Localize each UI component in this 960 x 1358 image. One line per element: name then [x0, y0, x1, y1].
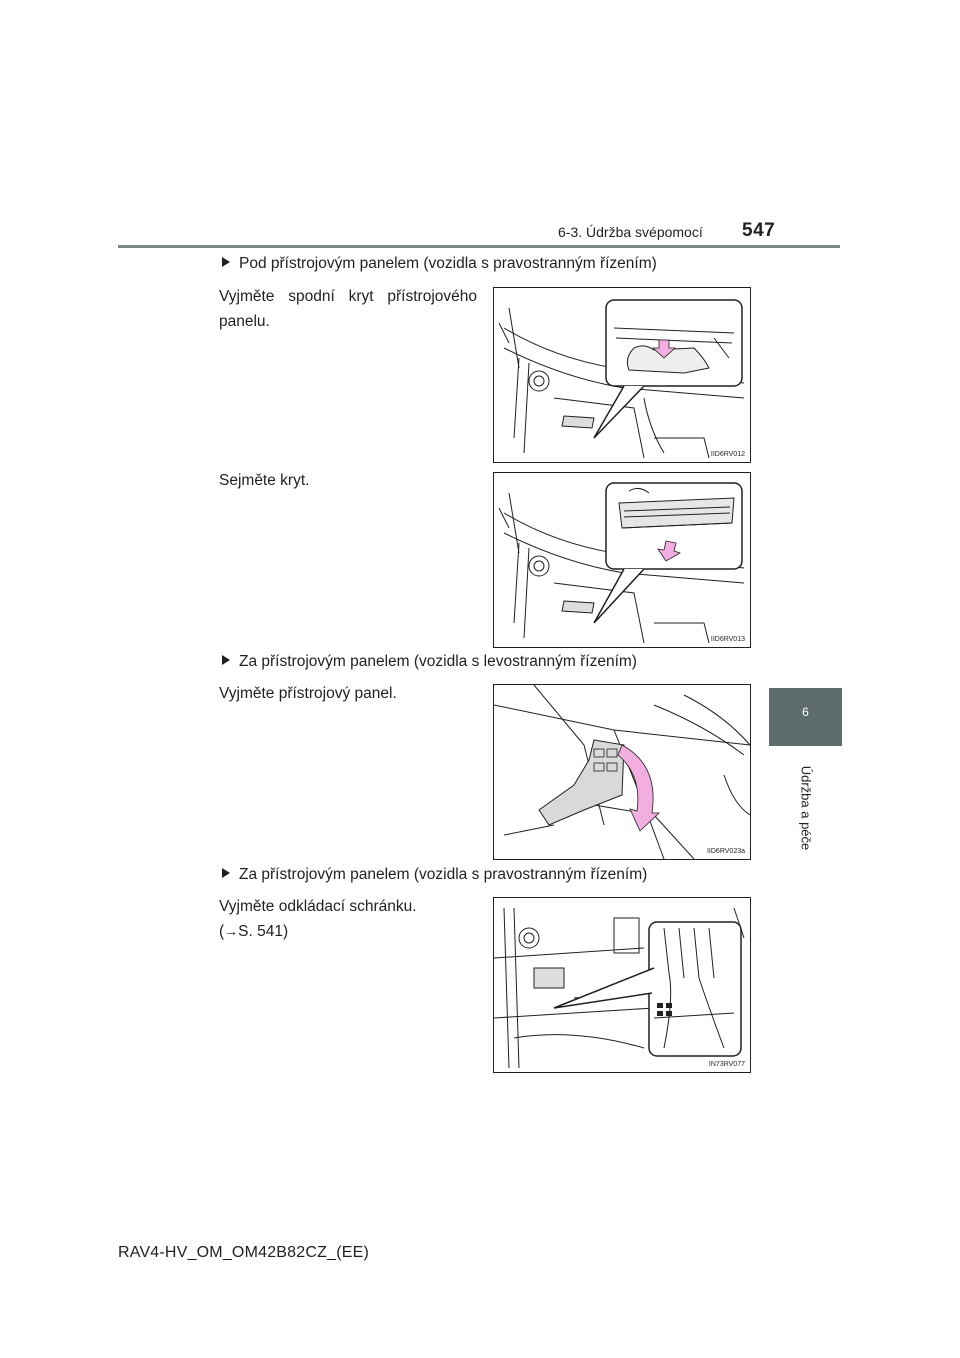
section-heading: Za přístrojovým panelem (vozidla s levostranným řízením): [222, 653, 637, 671]
step-text: Vyjměte spodní kryt přístrojového panelu.: [219, 288, 477, 330]
figure-glove-box: [493, 897, 751, 1073]
chapter-tab: [769, 688, 842, 746]
figure-remove-panel: [493, 684, 751, 860]
triangle-bullet-icon: [222, 868, 230, 878]
section-title: 6-3. Údržba svépomocí: [558, 224, 703, 240]
section-heading: Za přístrojovým panelem (vozidla s pravostranným řízením): [222, 866, 647, 884]
reference-arrow-icon: →: [224, 923, 239, 939]
header-rule: [118, 245, 840, 248]
page-number: 547: [742, 220, 776, 241]
step-text: Vyjměte přístrojový panel.: [219, 685, 397, 702]
section-heading: Pod přístrojovým panelem (vozidla s pravostranným řízením): [222, 255, 657, 273]
triangle-bullet-icon: [222, 655, 230, 665]
figure-code: IID6RV013: [710, 636, 745, 643]
chapter-number: 6: [802, 705, 809, 719]
figure-lower-cover: [493, 287, 751, 463]
glovebox-illustration-icon: [494, 898, 750, 1072]
dashboard-illustration-icon: [494, 473, 750, 647]
triangle-bullet-icon: [222, 257, 230, 267]
chapter-label: Údržba a péče: [798, 765, 814, 851]
step-text: Vyjměte odkládací schránku. (→S. 541): [219, 898, 417, 940]
figure-code: IN73RV077: [708, 1061, 745, 1068]
figure-code: IID6RV023a: [706, 848, 745, 855]
figure-remove-cover: [493, 472, 751, 648]
step-text: Sejměte kryt.: [219, 472, 310, 489]
dashboard-illustration-icon: [494, 288, 750, 462]
panel-illustration-icon: [494, 685, 750, 859]
figure-code: IID6RV012: [710, 451, 745, 458]
document-id: RAV4-HV_OM_OM42B82CZ_(EE): [118, 1244, 369, 1261]
